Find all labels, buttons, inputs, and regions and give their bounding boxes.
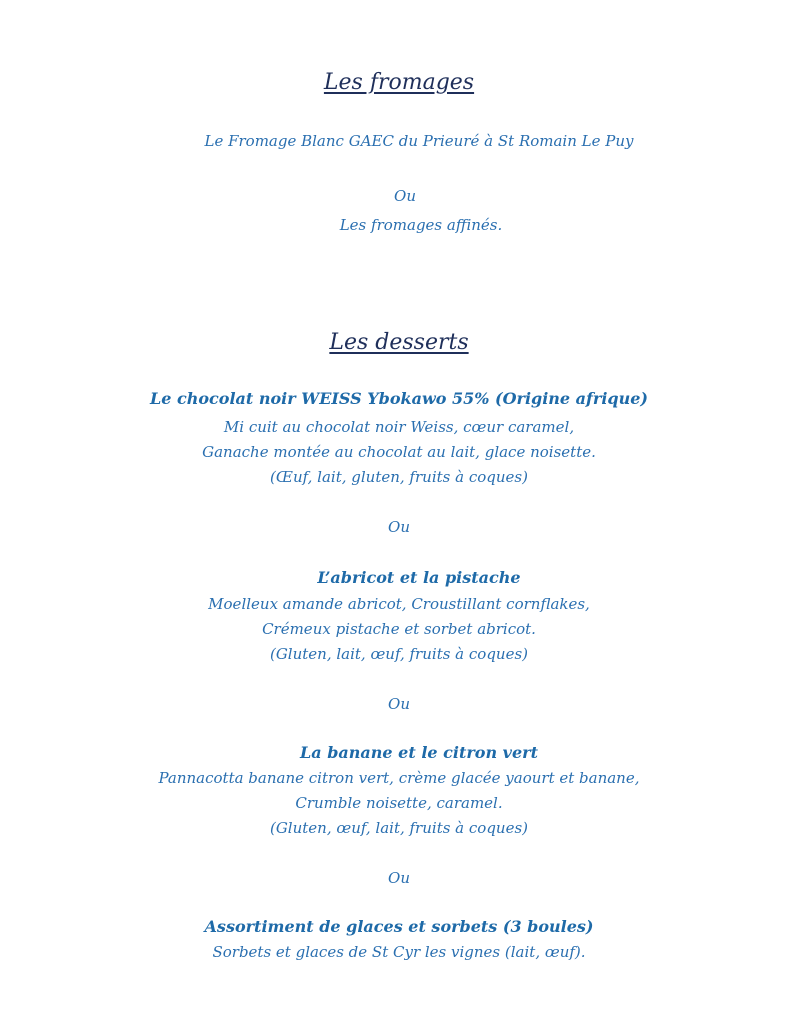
fromages-or: Ou [394,187,416,205]
dessert-4-name: Assortiment de glaces et sorbets (3 boules) [204,917,594,936]
dessert-separator-2: Ou [388,695,410,713]
fromages-line-1: Le Fromage Blanc GAEC du Prieuré à St Romain Le Puy [204,132,634,150]
fromages-line-2: Les fromages affinés. [339,216,503,234]
dessert-4-line-1: Sorbets et glaces de St Cyr les vignes (lait, œuf). [212,943,586,961]
fromages-title: Les fromages [323,70,475,95]
dessert-3-line-1: Pannacotta banane citron vert, crème glacée yaourt et banane, [158,769,640,787]
dessert-2-allergens: (Gluten, lait, œuf, fruits à coques) [269,645,529,663]
dessert-separator-3: Ou [388,869,410,887]
dessert-3-name: La banane et le citron vert [300,743,538,762]
desserts-title: Les desserts [329,330,469,355]
dessert-2-name: L’abricot et la pistache [317,568,521,587]
dessert-3-line-2: Crumble noisette, caramel. [295,794,503,812]
dessert-2-line-1: Moelleux amande abricot, Croustillant cornflakes, [208,595,590,613]
dessert-3-allergens: (Gluten, œuf, lait, fruits à coques) [269,819,529,837]
dessert-1-line-1: Mi cuit au chocolat noir Weiss, cœur caramel, [223,418,575,436]
dessert-1-line-2: Ganache montée au chocolat au lait, glace noisette. [202,443,596,461]
dessert-1-name: Le chocolat noir WEISS Ybokawo 55% (Origine afrique) [149,389,648,408]
dessert-1-allergens: (Œuf, lait, gluten, fruits à coques) [270,468,528,486]
dessert-2-line-2: Crémeux pistache et sorbet abricot. [262,620,536,638]
dessert-separator-1: Ou [388,518,410,536]
